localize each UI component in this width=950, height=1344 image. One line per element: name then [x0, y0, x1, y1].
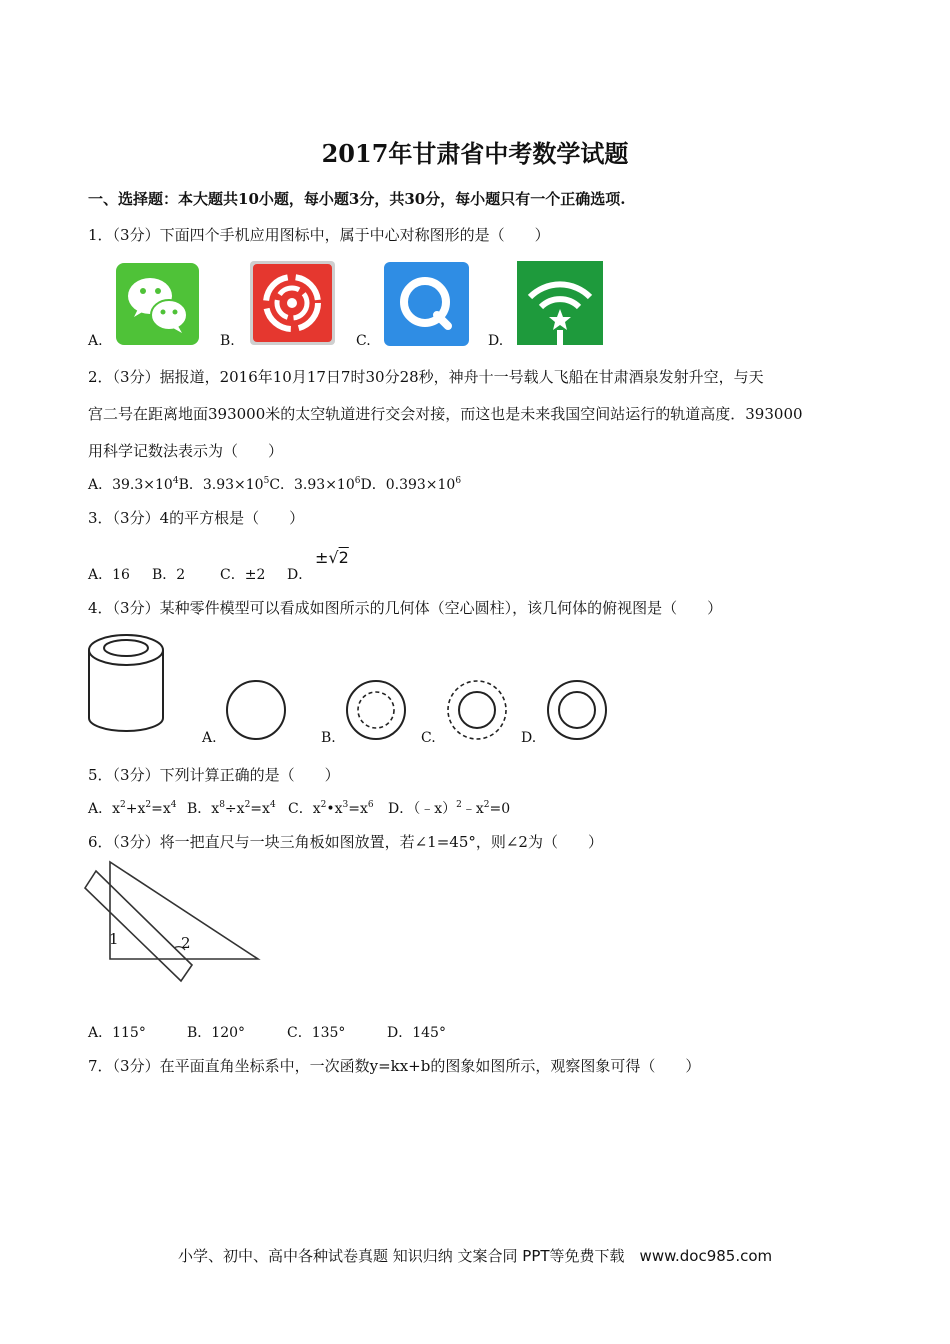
q-search-app-icon: [384, 262, 469, 346]
q2-option-c: C．3.93×10: [269, 477, 355, 493]
q6-option-a: A．115°: [88, 1025, 146, 1041]
q1-option-c: C.: [356, 333, 371, 349]
q4-option-d: D.: [521, 730, 537, 746]
q1-option-b: B.: [220, 333, 235, 349]
top-view-option-c: [446, 679, 508, 741]
q2-option-a: A．39.3×10: [88, 477, 173, 493]
plus-minus-sign: ±: [315, 548, 329, 567]
q6-option-b: B．120°: [187, 1025, 246, 1041]
q3-option-a: A．16: [88, 567, 130, 583]
q2-option-b: B．3.93×10: [178, 477, 264, 493]
q4-option-b: B.: [321, 730, 336, 746]
q3-option-c: C．±2: [220, 567, 266, 583]
section-heading: 一、选择题：本大题共10小题，每小题3分，共30分，每小题只有一个正确选项.: [88, 190, 626, 208]
q6-option-d: D．145°: [387, 1025, 446, 1041]
phoenix-app-icon: [250, 261, 335, 345]
question-6-stem: 6．（3分）将一把直尺与一块三角板如图放置，若∠1=45°，则∠2为（ ）: [88, 833, 603, 851]
q5-option-b: B．$x^8\div x^2=x^4$: [187, 800, 276, 817]
wechat-app-icon: [116, 263, 199, 345]
top-view-option-b: [345, 679, 407, 741]
q2-option-d-exponent: 6: [455, 476, 462, 486]
q1-option-a: A.: [88, 333, 103, 349]
top-view-option-d: [546, 679, 608, 741]
q3-option-b: B．2: [152, 567, 186, 583]
question-2-line-2: 宫二号在距离地面393000米的太空轨道进行交会对接，而这也是未来我国空间站运行的轨道高度．393000: [88, 405, 803, 423]
ruler-triangle-figure: [84, 858, 264, 988]
q5-option-d: D．$(﹣x)^2﹣x^2=0$: [388, 800, 511, 817]
q5-option-c: C．$x^2•x^3=x^6$: [288, 800, 374, 817]
q4-option-c: C.: [421, 730, 436, 746]
q2-option-a-exponent: 4: [172, 476, 179, 486]
question-2-line-3: 用科学记数法表示为（ ）: [88, 442, 284, 460]
question-1-stem: 1．（3分）下面四个手机应用图标中，属于中心对称图形的是（ ）: [88, 226, 550, 244]
wifi-app-icon: [517, 261, 603, 345]
radicand: 2: [338, 548, 349, 567]
q5-option-a: A．$x^2+x^2=x^4$: [88, 800, 177, 817]
question-3-stem: 3．（3分）4的平方根是（ ）: [88, 509, 305, 527]
q2-option-b-exponent: 5: [263, 476, 270, 486]
page-footer: 小学、初中、高中各种试卷真题 知识归纳 文案合同 PPT等免费下载 www.doc985.com: [178, 1247, 773, 1265]
q2-option-d: D．0.393×10: [360, 477, 456, 493]
page-title: 2017年甘肃省中考数学试题: [321, 139, 629, 168]
sqrt-icon: √: [328, 548, 339, 567]
question-7-stem: 7．（3分）在平面直角坐标系中，一次函数y=kx+b的图象如图所示，观察图象可得（ ）: [88, 1057, 701, 1075]
q1-option-d: D.: [488, 333, 504, 349]
angle-2-label: 2: [181, 934, 191, 952]
q4-option-a: A.: [202, 730, 217, 746]
q2-option-c-exponent: 6: [354, 476, 361, 486]
angle-1-label: 1: [109, 930, 119, 948]
q3-option-d-expression: [315, 548, 349, 567]
q3-option-d: D．: [287, 567, 313, 583]
question-4-stem: 4．（3分）某种零件模型可以看成如图所示的几何体（空心圆柱），该几何体的俯视图是（ ）: [88, 599, 723, 617]
q2-options: [88, 474, 461, 494]
hollow-cylinder-figure: [86, 632, 166, 728]
q6-option-c: C．135°: [287, 1025, 346, 1041]
question-2-line-1: 2．（3分）据报道，2016年10月17日7时30分28秒，神舟十一号载人飞船在甘肃酒泉发射升空，与天: [88, 368, 764, 386]
question-5-stem: 5．（3分）下列计算正确的是（ ）: [88, 766, 340, 784]
top-view-option-a: [225, 679, 287, 741]
